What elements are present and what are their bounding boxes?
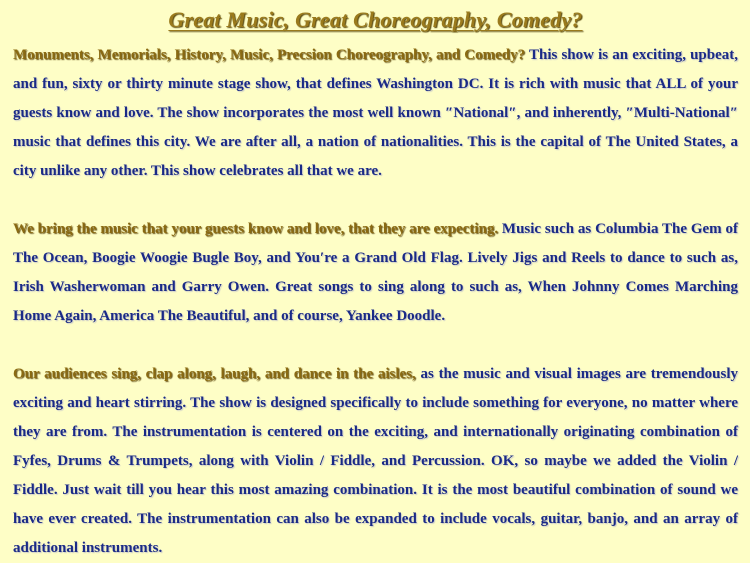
- paragraph-intro: [13, 41, 738, 186]
- paragraph-music: [13, 215, 738, 331]
- page-title: Great Music, Great Choreography, Comedy?: [168, 7, 583, 32]
- paragraph-audience-body: as the music and visual images are tremendously exciting and heart stirring. The show is designed specifically to include something for everyone, no matter where they are from. The instrumentation is centered on the exciting, and internationally originating combination of Fyfes, Drums & Trumpets, along with Violin / Fiddle, and Percussion. OK, so maybe we added the Violin / Fiddle. Just wait till you hear this most amazing combination. It is the most beautiful combination of sound we have ever created. The instrumentation can also be expanded to include vocals, guitar, banjo, and an array of additional instruments.: [13, 366, 738, 556]
- paragraph-music-body: Music such as Columbia The Gem of The Ocean, Boogie Woogie Bugle Boy, and You′re a Grand Old Flag. Lively Jigs and Reels to dance to such as, Irish Washerwoman and Garry Owen. Great songs to sing along to such as, When Johnny Comes Marching Home Again, America The Beautiful, and of course, Yankee Doodle.: [13, 221, 738, 324]
- paragraph-audience-lead: Our audiences sing, clap along, laugh, and dance in the aisles,: [13, 366, 416, 382]
- paragraph-intro-body: This show is an exciting, upbeat, and fun, sixty or thirty minute stage show, that defines Washington DC. It is rich with music that ALL of your guests know and love. The show incorporates the most well known ″National″, and inherently, ″Multi-National″ music that defines this city. We are after all, a nation of nationalities. This is the capital of The United States, a city unlike any other. This show celebrates all that we are.: [13, 47, 739, 179]
- paragraph-music-lead: We bring the music that your guests know and love, that they are expecting.: [13, 221, 499, 237]
- paragraph-intro-lead: Monuments, Memorials, History, Music, Precsion Choreography, and Comedy?: [13, 47, 526, 63]
- paragraph-audience: [13, 360, 738, 563]
